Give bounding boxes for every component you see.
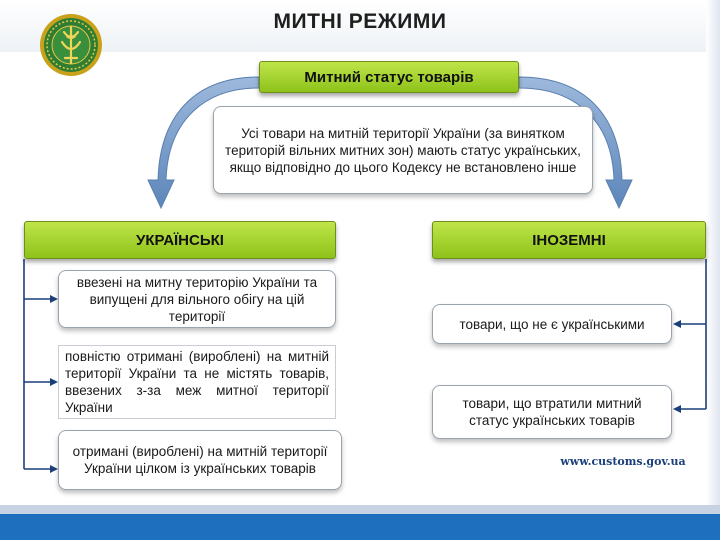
ukr-arrowhead-2 — [50, 378, 58, 386]
root-status-box: Митний статус товарів — [259, 61, 519, 93]
ukrainian-item-3: отримані (вироблені) на митній території України цілком із українських товарів — [58, 430, 342, 490]
foreign-item-1: товари, що не є українськими — [432, 304, 672, 344]
root-description-box: Усі товари на митній території України (за винятком територій вільних митних зон) мають статус українських, якщо відповідно до цього Кодексу не встановлено інше — [213, 106, 593, 194]
ukr-arrowhead-3 — [50, 465, 58, 473]
ukrainian-branch-box: УКРАЇНСЬКІ — [24, 221, 336, 259]
foreign-branch-box: ІНОЗЕМНІ — [432, 221, 706, 259]
ukrainian-item-2: повністю отримані (вироблені) на митній території України та не містять товарів, ввезених з-за меж митної території України — [58, 345, 336, 419]
website-link[interactable]: www.customs.gov.ua — [560, 455, 686, 468]
ukrainian-item-1: ввезені на митну територію України та випущені для вільного обігу на цій території — [58, 270, 336, 328]
foreign-item-2: товари, що втратили митний статус українських товарів — [432, 385, 672, 439]
ukr-arrowhead-1 — [50, 295, 58, 303]
inoz-arrowhead-2 — [673, 405, 681, 413]
page-title: МИТНІ РЕЖИМИ — [273, 10, 447, 33]
inoz-arrowhead-1 — [673, 320, 681, 328]
